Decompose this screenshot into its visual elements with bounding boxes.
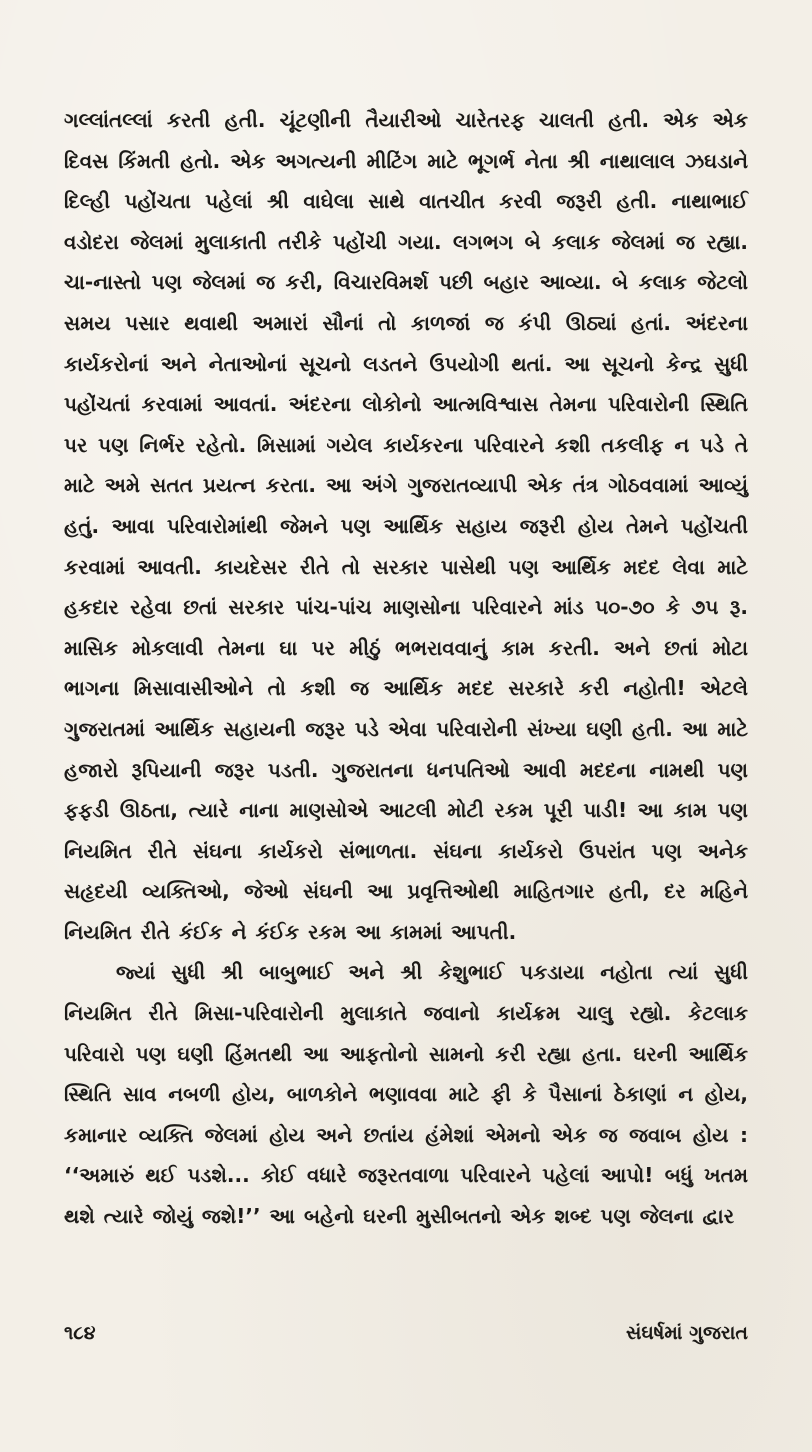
running-title: સંઘર્ષમાં ગુજરાત — [625, 1322, 748, 1344]
page-footer — [64, 1322, 748, 1352]
body-text — [64, 100, 748, 1237]
page-number: ૧૮૪ — [64, 1322, 96, 1344]
paragraph-1: ગલ્લાંતલ્લાં કરતી હતી. ચૂંટણીની તૈયારીઓ ચારેતરફ ચાલતી હતી. એક એક દિવસ કિંમતી હતો. એક અગત્યની મીટિંગ માટે ભૂગર્ભ નેતા શ્રી નાથાલાલ ઝઘડાને દિલ્હી પહોંચતા પહેલાં શ્રી વાઘેલા સાથે વાતચીત કરવી જરૂરી હતી. નાથાભાઈ વડોદરા જેલમાં મુલાકાતી તરીકે પહોંચી ગયા. લગભગ બે કલાક જેલમાં જ રહ્યા. ચા-નાસ્તો પણ જેલમાં જ કરી, વિચારવિમર્શ પછી બહાર આવ્યા. બે કલાક જેટલો સમય પસાર થવાથી અમારાં સૌનાં તો કાળજાં જ કંપી ઊઠ્યાં હતાં. અંદરના કાર્યકરોનાં અને નેતાઓનાં સૂચનો લડતને ઉપયોગી થતાં. આ સૂચનો કેન્દ્ર સુધી પહોંચતાં કરવામાં આવતાં. અંદરના લોકોનો આત્મવિશ્વાસ તેમના પરિવારોની સ્થિતિ પર પણ નિર્ભર રહેતો. મિસામાં ગયેલ કાર્યકરના પરિવારને કશી તકલીફ ન પડે તે માટે અમે સતત પ્રયત્ન કરતા. આ અંગે ગુજરાતવ્યાપી એક તંત્ર ગોઠવવામાં આવ્યું હતું. આવા પરિવારોમાંથી જેમને પણ આર્થિક સહાય જરૂરી હોય તેમને પહોંચતી કરવામાં આવતી. કાયદેસર રીતે તો સરકાર પાસેથી પણ આર્થિક મદદ લેવા માટે હકદાર રહેવા છતાં સરકાર પાંચ-પાંચ માણસોના પરિવારને માંડ ૫૦-૭૦ કે ૭૫ રૂ. માસિક મોકલાવી તેમના ઘા પર મીઠું ભભરાવવાનું કામ કરતી. અને છતાં મોટા ભાગના મિસાવાસીઓને તો કશી જ આર્થિક મદદ સરકારે કરી નહોતી! એટલે ગુજરાતમાં આર્થિક સહાયની જરૂર પડે એવા પરિવારોની સંખ્યા ઘણી હતી. આ માટે હજારો રૂપિયાની જરૂર પડતી. ગુજરાતના ધનપતિઓ આવી મદદના નામથી પણ ફફડી ઊઠતા, ત્યારે નાના માણસોએ આટલી મોટી રકમ પૂરી પાડી! આ કામ પણ નિયમિત રીતે સંઘના કાર્યકરો સંભાળતા. સંઘના કાર્યકરો ઉપરાંત પણ અનેક સહૃદયી વ્યક્તિઓ, જેઓ સંઘની આ પ્રવૃત્તિઓથી માહિતગાર હતી, દર મહિને નિયમિત રીતે કંઈક ને કંઈક રકમ આ કામમાં આપતી. — [64, 108, 748, 944]
paragraph-2: જ્યાં સુધી શ્રી બાબુભાઈ અને શ્રી કેશુભાઈ પકડાયા નહોતા ત્યાં સુધી નિયમિત રીતે મિસા-પરિવારોની મુલાકાતે જવાનો કાર્યક્રમ ચાલુ રહ્યો. કેટલાક પરિવારો પણ ઘણી હિંમતથી આ આફતોનો સામનો કરી રહ્યા હતા. ઘરની આર્થિક સ્થિતિ સાવ નબળી હોય, બાળકોને ભણાવવા માટે ફી કે પૈસાનાં ઠેકાણાં ન હોય, કમાનાર વ્યક્તિ જેલમાં હોય અને છતાંય હંમેશાં એમનો એક જ જવાબ હોય : ‘‘અમારું થઈ પડશે... કોઈ વધારે જરૂરતવાળા પરિવારને પહેલાં આપો! બધું ખતમ થશે ત્યારે જોયું જશે!’’ આ બહેનો ઘરની મુસીબતનો એક શબ્દ પણ જેલના દ્વાર — [64, 960, 748, 1229]
